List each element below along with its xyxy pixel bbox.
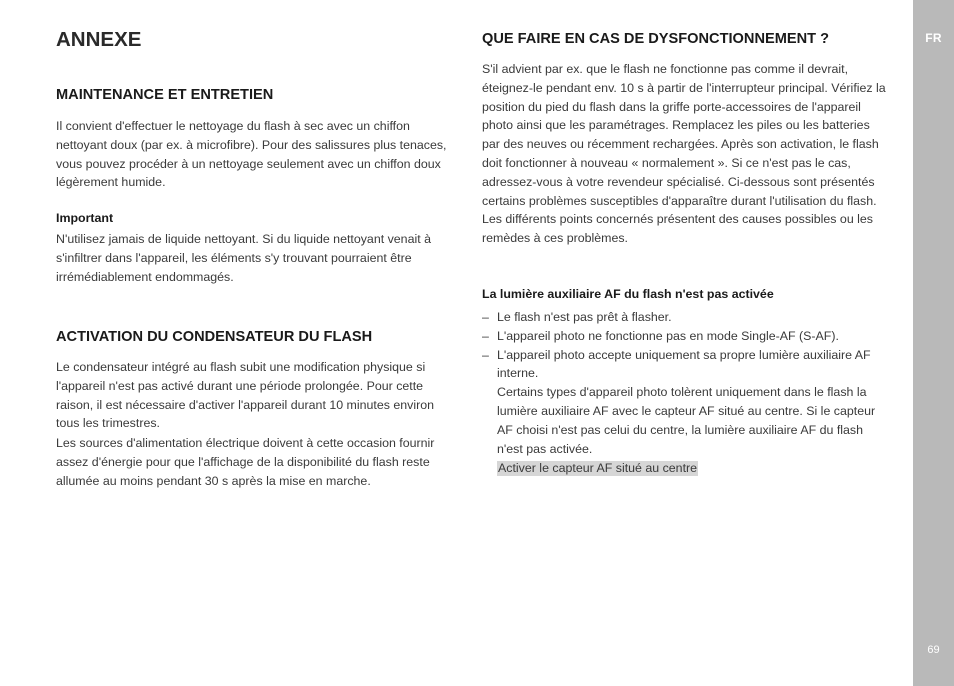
activation-heading: ACTIVATION DU CONDENSATEUR DU FLASH bbox=[56, 329, 373, 345]
page-title: ANNEXE bbox=[56, 28, 142, 51]
dash-marker: – bbox=[482, 328, 489, 343]
page-number: 69 bbox=[927, 644, 940, 656]
list-item bbox=[482, 308, 886, 327]
page-sidebar bbox=[913, 0, 954, 686]
maintenance-heading: MAINTENANCE ET ENTRETIEN bbox=[56, 87, 274, 103]
troubleshooting-intro: S'il advient par ex. que le flash ne fonctionne pas comme il devrait, éteignez-le pendant env. 10 s à partir de l'interrupteur principal. Vérifiez la position du pied du flash dans la griffe porte-accessoires de l'appareil photo ainsi que les paramétrages. Remplacez les piles ou les batteries par des neuves ou récemment rechargées. Après son activation, le flash doit fonctionner à nouveau « normalement ». Si ce n'est pas le cas, adressez-vous à votre revendeur spécialisé. Ci-dessous sont présentés certains problèmes susceptibles d'apparaître durant l'utilisation du flash. Les différents points concernés présentent des causes possibles ou les remèdes à ces problèmes. bbox=[482, 62, 886, 246]
list-item-text: L'appareil photo ne fonctionne pas en mode Single-AF (S-AF). bbox=[497, 328, 839, 343]
maintenance-text: Il convient d'effectuer le nettoyage du flash à sec avec un chiffon nettoyant doux (par ex. à microfibre). Pour des salissures plus tenaces, vous pouvez procéder à un nettoyage seulement avec un chiffon doux légèrement humide. bbox=[56, 119, 447, 190]
important-label: Important bbox=[56, 211, 114, 225]
af-light-subheading: La lumière auxiliaire AF du flash n'est pas activée bbox=[482, 287, 774, 301]
troubleshooting-heading: QUE FAIRE EN CAS DE DYSFONCTIONNEMENT ? bbox=[482, 31, 830, 47]
cause-list bbox=[482, 308, 886, 478]
list-item-text: Le flash n'est pas prêt à flasher. bbox=[497, 310, 672, 324]
activation-text-1: Le condensateur intégré au flash subit une modification physique si l'appareil n'est pas activé durant une période prolongée. Pour cette raison, il est nécessaire d'activer l'appareil durant 10 minutes environ tous les trimestres. bbox=[56, 360, 435, 431]
dash-marker: – bbox=[482, 310, 489, 324]
dash-marker: – bbox=[482, 347, 489, 362]
list-item-text: L'appareil photo accepte uniquement sa propre lumière auxiliaire AF interne. bbox=[497, 347, 871, 381]
list-item bbox=[482, 346, 886, 479]
list-item-detail: Certains types d'appareil photo tolèrent uniquement dans le flash la lumière auxiliaire AF avec le capteur AF situé au centre. Si le capteur AF choisi n'est pas celui du centre, la lumière auxiliaire AF du flash n'est pas activée. bbox=[497, 385, 876, 456]
list-item bbox=[482, 327, 886, 346]
remedy-row bbox=[497, 459, 886, 478]
activation-text-2: Les sources d'alimentation électrique doivent à cette occasion fournir assez d'énergie pour que l'affichage de la disponibilité du flash reste allumée au moins pendant 30 s après la mise en marche. bbox=[56, 436, 435, 488]
important-text: N'utilisez jamais de liquide nettoyant. Si du liquide nettoyant venait à s'infiltrer dans l'appareil, les éléments s'y trouvant pourraient être irrémédiablement endommagés. bbox=[56, 232, 431, 284]
language-tab: FR bbox=[925, 31, 942, 45]
remedy-highlight: Activer le capteur AF situé au centre bbox=[498, 461, 698, 476]
